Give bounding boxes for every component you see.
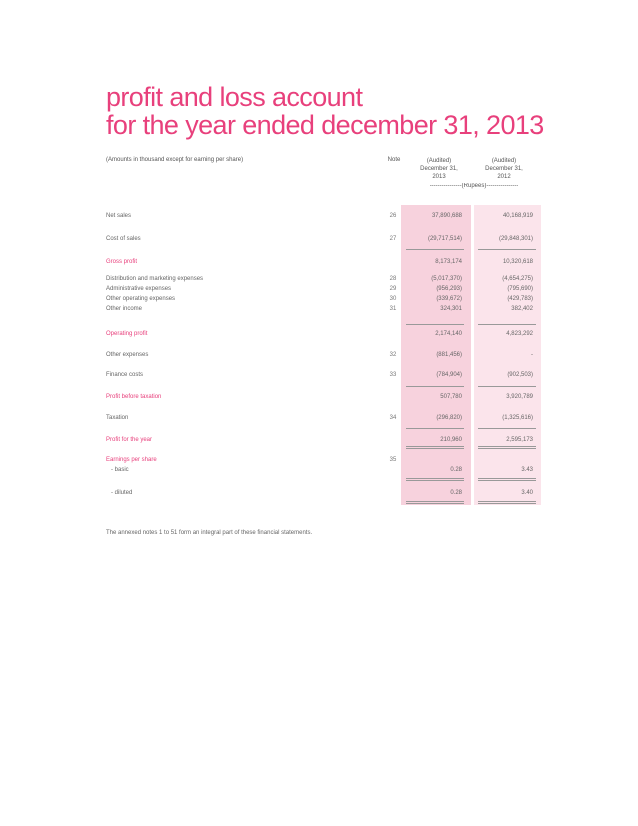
- row-note: 34: [389, 415, 397, 421]
- row-note: 35: [389, 457, 397, 463]
- value-2012: (29,848,301): [498, 236, 533, 242]
- page-title-line-1: profit and loss account: [106, 82, 363, 112]
- row-label: - basic: [111, 467, 129, 473]
- rule-line: [406, 386, 464, 387]
- value-2013: 8,173,174: [435, 259, 462, 265]
- row-label: Other income: [106, 306, 143, 312]
- row-note: 27: [389, 236, 397, 242]
- row-label: - diluted: [111, 490, 133, 496]
- column-header-2012: [474, 157, 534, 181]
- row-label: Finance costs: [106, 372, 144, 378]
- row-note: 28: [389, 276, 397, 282]
- row-label: Other operating expenses: [106, 296, 176, 302]
- rule-line: [478, 501, 536, 504]
- value-2013: 324,301: [440, 306, 462, 312]
- rule-line: [478, 428, 536, 429]
- value-2012: -: [531, 352, 533, 358]
- column-header-2012-line: December 31,: [485, 166, 523, 172]
- row-note: 29: [389, 286, 397, 292]
- rule-line: [406, 446, 464, 449]
- column-header-2013-line: (Audited): [426, 158, 452, 164]
- row-label: Operating profit: [106, 331, 148, 337]
- row-label: Profit for the year: [106, 437, 153, 443]
- value-2013: 210,960: [440, 437, 462, 443]
- note-column-header: Note: [387, 157, 401, 163]
- column-header-2013: [409, 157, 469, 181]
- value-2013: (339,672): [436, 296, 462, 302]
- row-label: Administrative expenses: [106, 286, 172, 292]
- value-2013: (5,017,370): [431, 276, 462, 282]
- row-note: 30: [389, 296, 397, 302]
- rule-line: [478, 386, 536, 387]
- column-header-2012-line: (Audited): [491, 158, 517, 164]
- rule-line: [406, 478, 464, 481]
- rule-line: [478, 446, 536, 449]
- value-2012: (429,783): [507, 296, 533, 302]
- value-2013: 37,890,688: [431, 213, 462, 219]
- column-header-2013-line: 2013: [432, 174, 446, 180]
- footnote: The annexed notes 1 to 51 form an integral part of these financial statements.: [106, 530, 313, 536]
- currency-label: ----------------(Rupees)----------------: [429, 183, 519, 189]
- rule-line: [406, 428, 464, 429]
- rule-line: [478, 324, 536, 325]
- row-label: Earnings per share: [106, 457, 157, 463]
- row-label: Taxation: [106, 415, 129, 421]
- value-2013: (956,293): [436, 286, 462, 292]
- value-2013: 507,780: [440, 394, 462, 400]
- row-label: Profit before taxation: [106, 394, 162, 400]
- row-label: Cost of sales: [106, 236, 141, 242]
- row-note: 26: [389, 213, 397, 219]
- value-2013: 2,174,140: [435, 331, 462, 337]
- value-2012: (1,325,616): [502, 415, 533, 421]
- value-2013: 0.28: [450, 490, 462, 496]
- value-2012: 10,320,618: [502, 259, 533, 265]
- row-label: Gross profit: [106, 259, 138, 265]
- rule-line: [478, 249, 536, 250]
- rule-line: [478, 478, 536, 481]
- value-2012: 3.40: [521, 490, 533, 496]
- amounts-note: (Amounts in thousand except for earning per share): [106, 157, 244, 163]
- value-2012: 3,920,789: [506, 394, 533, 400]
- row-label: Distribution and marketing expenses: [106, 276, 204, 282]
- value-2013: (296,820): [436, 415, 462, 421]
- value-2013: (784,904): [436, 372, 462, 378]
- row-note: 31: [389, 306, 397, 312]
- value-2013: (29,717,514): [427, 236, 462, 242]
- row-note: 32: [389, 352, 397, 358]
- column-header-2012-line: 2012: [497, 174, 511, 180]
- value-2012: 2,595,173: [506, 437, 533, 443]
- row-note: 33: [389, 372, 397, 378]
- rule-line: [406, 501, 464, 504]
- value-2012: 382,402: [511, 306, 533, 312]
- value-2012: 3.43: [521, 467, 533, 473]
- row-label: Other expenses: [106, 352, 149, 358]
- value-2013: 0.28: [450, 467, 462, 473]
- row-label: Net sales: [106, 213, 132, 219]
- value-2012: (795,690): [507, 286, 533, 292]
- value-2012: 4,823,292: [506, 331, 533, 337]
- value-2013: (881,456): [436, 352, 462, 358]
- value-2012: (4,654,275): [502, 276, 533, 282]
- rule-line: [406, 324, 464, 325]
- value-2012: (902,503): [507, 372, 533, 378]
- column-header-2013-line: December 31,: [420, 166, 458, 172]
- value-2012: 40,168,919: [502, 213, 533, 219]
- page-title-line-2: for the year ended december 31, 2013: [106, 110, 544, 140]
- rule-line: [406, 249, 464, 250]
